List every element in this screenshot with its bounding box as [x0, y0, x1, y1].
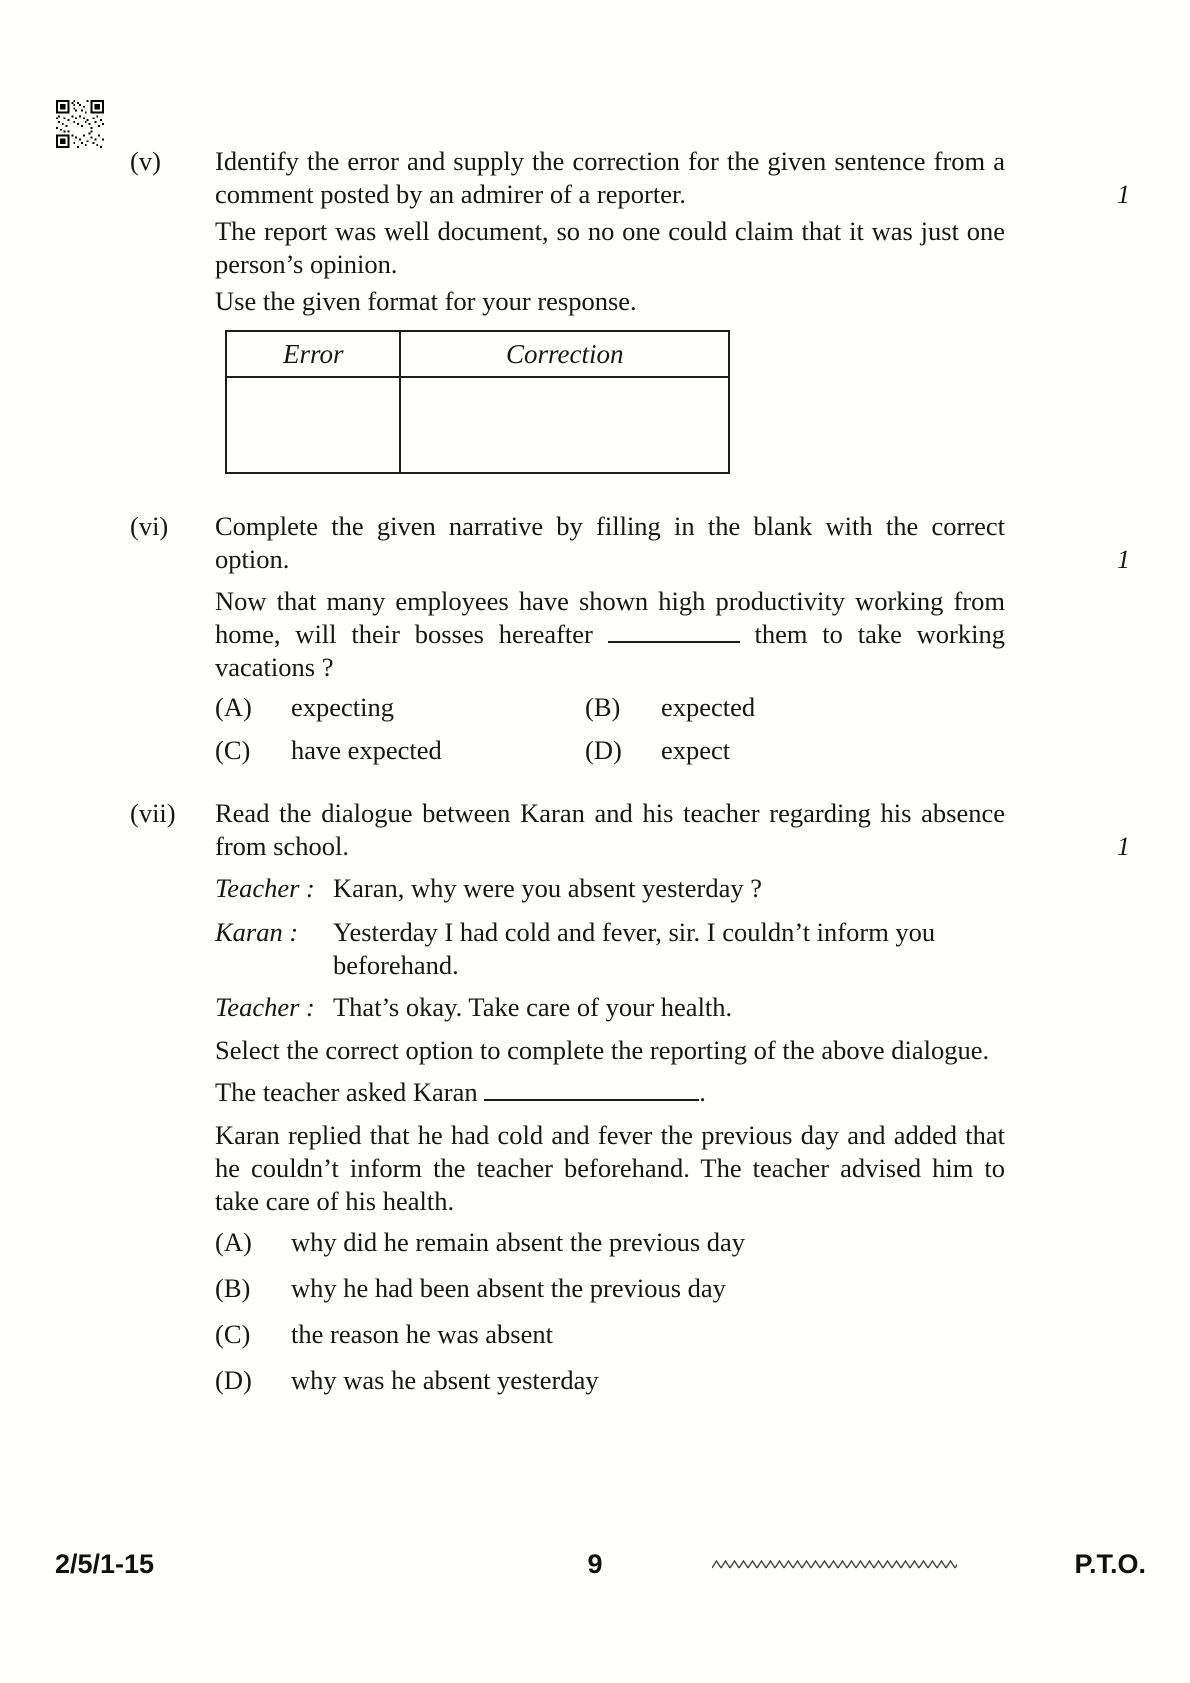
question-vi [130, 510, 1140, 767]
blank-line [484, 1099, 699, 1101]
option-a-key: (A) [215, 1227, 252, 1257]
option-a-text: expecting [291, 692, 395, 722]
question-v-format-note: Use the given format for your response. [215, 286, 637, 316]
option-row-c [215, 1318, 1005, 1351]
option-d-text: expect [661, 735, 731, 765]
squiggle-divider-icon [712, 1557, 957, 1573]
paper-code: 2/5/1-15 [55, 1549, 155, 1579]
question-vi-label: (vi) [130, 511, 169, 541]
question-vi-options [215, 691, 1005, 767]
dialogue-line-karan [215, 916, 1005, 982]
marks-badge: 1 [1117, 180, 1130, 209]
option-c-key: (C) [215, 735, 251, 765]
question-v-label: (v) [130, 146, 161, 176]
question-v [130, 145, 1140, 474]
stem-after: . [699, 1077, 706, 1107]
question-vii-stem [215, 1076, 1005, 1109]
dialogue-line-teacher-2 [215, 991, 1005, 1024]
option-row-a [215, 1226, 1005, 1259]
table-cell-error-empty [226, 377, 400, 473]
option-d-text: why was he absent yesterday [291, 1365, 599, 1395]
speaker-label: Teacher : [215, 992, 315, 1022]
question-vii-intro: Read the dialogue between Karan and his teacher regarding his absence from school. [215, 798, 1005, 861]
option-a-text: why did he remain absent the previous day [291, 1227, 746, 1257]
speaker-label: Teacher : [215, 873, 315, 903]
dialogue-text: Karan, why were you absent yesterday ? [333, 873, 762, 903]
marks-badge: 1 [1117, 545, 1130, 574]
narrative-after: them to take working vacations ? [215, 619, 1005, 682]
page-content [130, 145, 1140, 1397]
question-vii-label: (vii) [130, 798, 176, 828]
table-header-error: Error [226, 331, 400, 377]
table-row [226, 377, 729, 473]
question-v-sentence: The report was well document, so no one could claim that it was just one person’s opinion. [215, 216, 1005, 279]
narrative-before: Now that many employees have shown high productivity working from home, will their bosses hereafter [215, 586, 1005, 649]
dialogue-text: That’s okay. Take care of your health. [333, 992, 733, 1022]
question-v-intro: Identify the error and supply the correction for the given sentence from a comment posted by an admirer of a reporter. [215, 146, 1005, 209]
dialogue-line-teacher-1 [215, 872, 1005, 905]
option-b-key: (B) [585, 692, 621, 722]
option-c-text: the reason he was absent [291, 1319, 553, 1349]
option-b-text: why he had been absent the previous day [291, 1273, 726, 1303]
option-c-text: have expected [291, 735, 442, 765]
page-number: 9 [587, 1549, 603, 1579]
option-row-d [215, 1364, 1005, 1397]
question-vii-report: Karan replied that he had cold and fever the previous day and added that he couldn’t inform the teacher beforehand. The teacher advised him to take care of his health. [215, 1120, 1005, 1216]
qr-code-icon [55, 100, 105, 148]
error-correction-table [225, 330, 730, 474]
blank-line [608, 641, 740, 643]
table-header-correction: Correction [400, 331, 729, 377]
marks-badge: 1 [1117, 832, 1130, 861]
dialogue-text: Yesterday I had cold and fever, sir. I couldn’t inform you beforehand. [333, 917, 936, 980]
speaker-label: Karan : [215, 917, 299, 947]
question-vi-intro: Complete the given narrative by filling in the blank with the correct option. [215, 511, 1005, 574]
option-b-text: expected [661, 692, 756, 722]
question-vii-options [215, 1226, 1005, 1397]
option-d-key: (D) [585, 735, 622, 765]
table-cell-correction-empty [400, 377, 729, 473]
option-row-b [215, 1272, 1005, 1305]
option-a-key: (A) [215, 692, 252, 722]
pto-label: P.T.O. [1074, 1549, 1146, 1579]
question-vii-select-note: Select the correct option to complete the reporting of the above dialogue. [215, 1035, 990, 1065]
stem-before: The teacher asked Karan [215, 1077, 478, 1107]
question-vi-narrative [215, 585, 1005, 684]
page-footer [0, 1548, 1190, 1588]
option-c-key: (C) [215, 1319, 251, 1349]
option-b-key: (B) [215, 1273, 251, 1303]
question-vii [130, 797, 1140, 1397]
option-d-key: (D) [215, 1365, 252, 1395]
